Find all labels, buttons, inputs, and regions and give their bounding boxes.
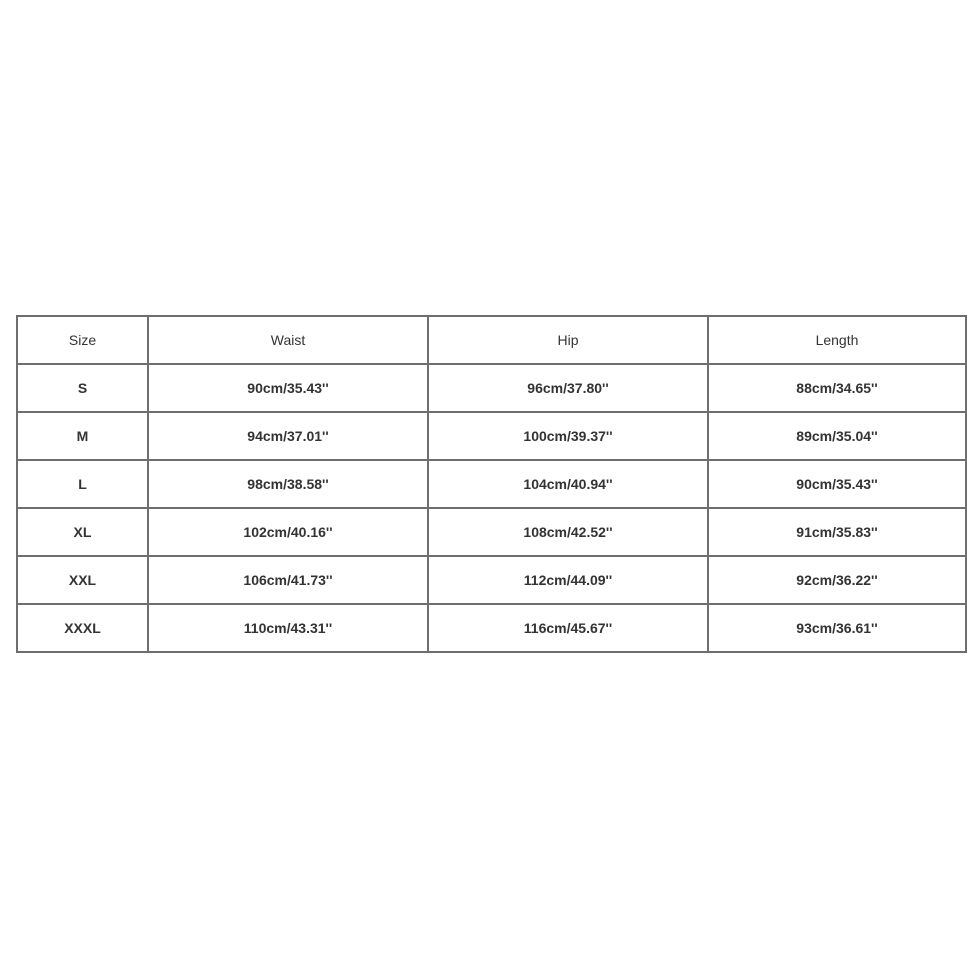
cell-size: M [17, 412, 148, 460]
table-row [17, 508, 966, 556]
cell-waist: 110cm/43.31'' [148, 604, 428, 652]
cell-length: 90cm/35.43'' [708, 460, 966, 508]
cell-waist: 94cm/37.01'' [148, 412, 428, 460]
cell-length: 91cm/35.83'' [708, 508, 966, 556]
cell-size: XL [17, 508, 148, 556]
header-waist: Waist [148, 316, 428, 364]
size-chart-table [16, 315, 967, 653]
cell-waist: 102cm/40.16'' [148, 508, 428, 556]
cell-hip: 112cm/44.09'' [428, 556, 708, 604]
header-size: Size [17, 316, 148, 364]
header-hip: Hip [428, 316, 708, 364]
cell-length: 93cm/36.61'' [708, 604, 966, 652]
cell-size: XXL [17, 556, 148, 604]
table-row [17, 604, 966, 652]
table-row [17, 364, 966, 412]
cell-length: 88cm/34.65'' [708, 364, 966, 412]
table-row [17, 460, 966, 508]
cell-length: 92cm/36.22'' [708, 556, 966, 604]
header-length: Length [708, 316, 966, 364]
cell-waist: 106cm/41.73'' [148, 556, 428, 604]
table-row [17, 556, 966, 604]
cell-hip: 100cm/39.37'' [428, 412, 708, 460]
cell-size: XXXL [17, 604, 148, 652]
cell-waist: 98cm/38.58'' [148, 460, 428, 508]
cell-hip: 96cm/37.80'' [428, 364, 708, 412]
cell-size: S [17, 364, 148, 412]
cell-size: L [17, 460, 148, 508]
cell-waist: 90cm/35.43'' [148, 364, 428, 412]
cell-hip: 104cm/40.94'' [428, 460, 708, 508]
cell-hip: 108cm/42.52'' [428, 508, 708, 556]
cell-length: 89cm/35.04'' [708, 412, 966, 460]
table-row [17, 412, 966, 460]
table-header-row [17, 316, 966, 364]
cell-hip: 116cm/45.67'' [428, 604, 708, 652]
